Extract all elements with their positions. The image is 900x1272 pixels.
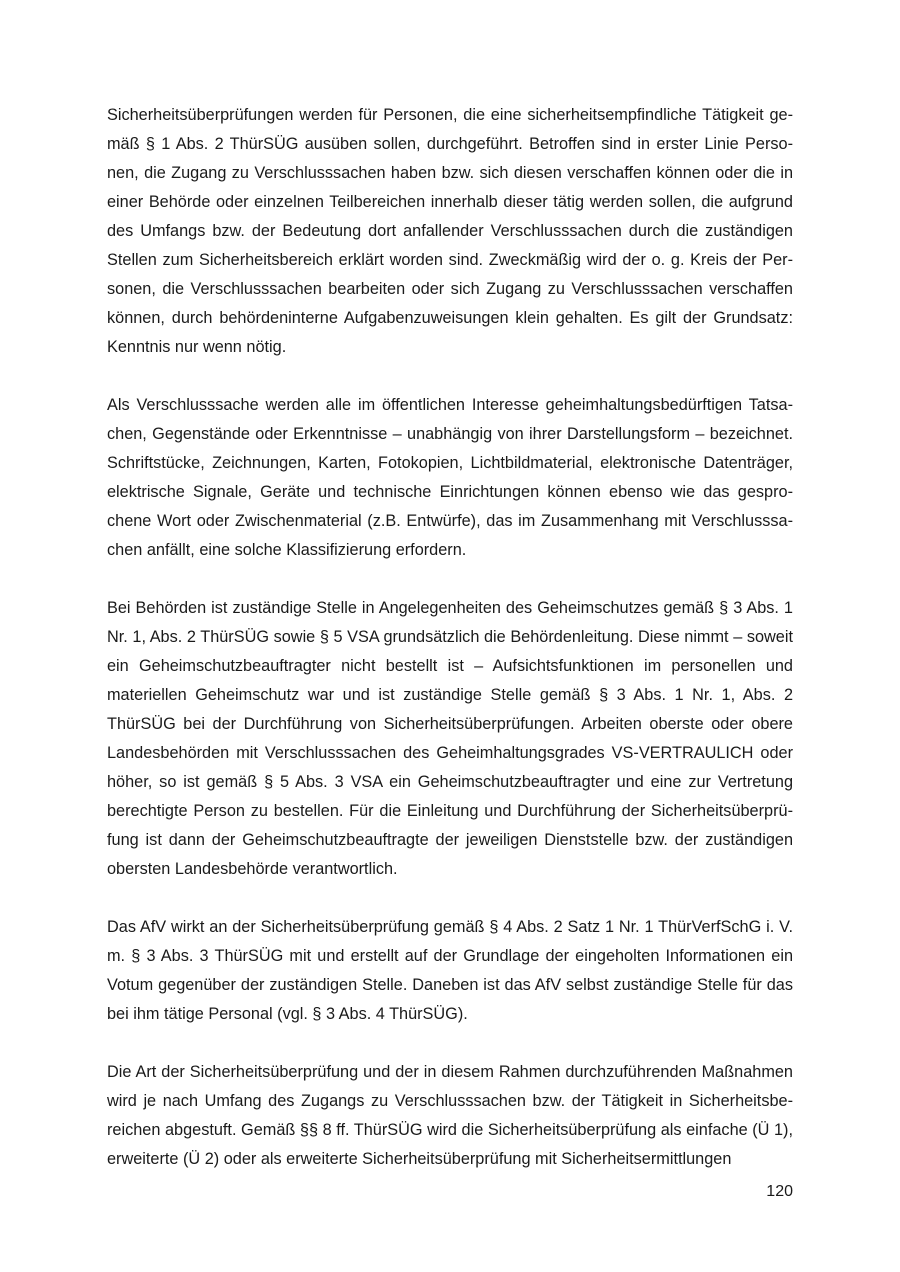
paragraph-check-levels: Die Art der Sicherheitsüberprüfung und der in diesem Rahmen durchzuführenden Maßnahmen wird je nach Umfang des Zugangs zu Verschlusssachen bzw. der Tätigkeit in Sicherheitsbereichen abgestuft. Gemäß §§ 8 ff. ThürSÜG wird die Sicherheitsüberprüfung als einfache (Ü 1), erweiterte (Ü 2) oder als erweiterte Sicherheitsüberprüfung mit Sicherheitsermittlungen	[107, 1063, 793, 1168]
document-body	[107, 101, 793, 1174]
paragraph-classified-information: Als Verschlusssache werden alle im öffentlichen Interesse geheimhaltungsbedürftigen Tatsachen, Gegenstände oder Erkenntnisse – unabhängig von ihrer Darstellungsform – bezeichnet. Schriftstücke, Zeichnungen, Karten, Fotokopien, Lichtbildmaterial, elektronische Datenträger, elektrische Signale, Geräte und technische Einrichtungen können ebenso wie das gesprochene Wort oder Zwischenmaterial (z.B. Entwürfe), das im Zusammenhang mit Verschlusssachen anfällt, eine solche Klassifizierung erfordern.	[107, 396, 793, 559]
paragraph-security-checks: Sicherheitsüberprüfungen werden für Personen, die eine sicherheitsempfindliche Tätigkeit gemäß § 1 Abs. 2 ThürSÜG ausüben sollen, durchgeführt. Betroffen sind in erster Linie Personen, die Zugang zu Verschlusssachen haben bzw. sich diesen verschaffen können oder die in einer Behörde oder einzelnen Teilbereichen innerhalb dieser tätig werden sollen, die aufgrund des Umfangs bzw. der Bedeutung dort anfallender Verschlusssachen durch die zuständigen Stellen zum Sicherheitsbereich erklärt worden sind. Zweckmäßig wird der o. g. Kreis der Personen, die Verschlusssachen bearbeiten oder sich Zugang zu Verschlusssachen verschaffen können, durch behördeninterne Aufgabenzuweisungen klein gehalten. Es gilt der Grundsatz: Kenntnis nur wenn nötig.	[107, 106, 793, 356]
paragraph-afv-role: Das AfV wirkt an der Sicherheitsüberprüfung gemäß § 4 Abs. 2 Satz 1 Nr. 1 ThürVerfSchG i. V. m. § 3 Abs. 3 ThürSÜG mit und erstellt auf der Grundlage der eingeholten Informationen ein Votum gegenüber der zuständigen Stelle. Daneben ist das AfV selbst zuständige Stelle für das bei ihm tätige Personal (vgl. § 3 Abs. 4 ThürSÜG).	[107, 918, 793, 1023]
page-number: 120	[766, 1183, 793, 1200]
paragraph-responsible-authority: Bei Behörden ist zuständige Stelle in Angelegenheiten des Geheimschutzes gemäß § 3 Abs. 1 Nr. 1, Abs. 2 ThürSÜG sowie § 5 VSA grundsätzlich die Behördenleitung. Diese nimmt – soweit ein Geheimschutzbeauftragter nicht bestellt ist – Aufsichtsfunktionen im personellen und materiellen Geheimschutz war und ist zuständige Stelle gemäß § 3 Abs. 1 Nr. 1, Abs. 2 ThürSÜG bei der Durchführung von Sicherheitsüberprüfungen. Arbeiten oberste oder obere Landesbehörden mit Verschlusssachen des Geheimhaltungsgrades VS-VERTRAULICH oder höher, so ist gemäß § 5 Abs. 3 VSA ein Geheimschutzbeauftragter und eine zur Vertretung berechtigte Person zu bestellen. Für die Einleitung und Durchführung der Sicherheitsüberprüfung ist dann der Geheimschutzbeauftragte der jeweiligen Dienststelle bzw. der zuständigen obersten Landesbehörde verantwortlich.	[107, 599, 793, 878]
